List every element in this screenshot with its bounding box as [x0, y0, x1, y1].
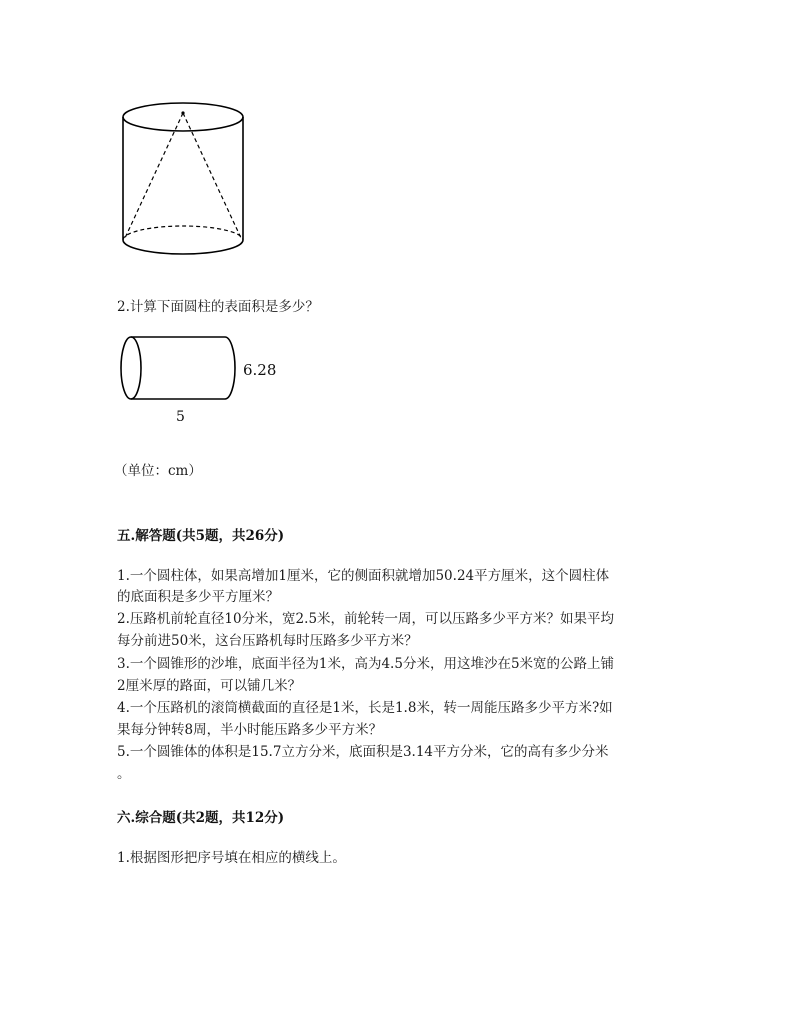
- cylinder-right-end: [225, 337, 235, 399]
- dimension-length-label: 5: [176, 409, 185, 425]
- section-5-line: 。: [117, 766, 131, 782]
- section-5-line: 4.一个压路机的滚筒横截面的直径是1米，长是1.8米，转一周能压路多少平方米?如: [117, 700, 613, 716]
- section-5-line: 的底面积是多少平方厘米？: [117, 589, 279, 605]
- section-5-line: 5.一个圆锥体的体积是15.7立方分米，底面积是3.14平方分米，它的高有多少分米: [117, 744, 609, 760]
- section-5-line: 2厘米厚的路面，可以铺几米？: [117, 678, 302, 694]
- cone-right-edge: [183, 113, 241, 238]
- section-5-heading: 五.解答题(共5题，共26分): [117, 528, 285, 544]
- question-2-text: 2.计算下面圆柱的表面积是多少？: [117, 299, 319, 315]
- section-5-line: 2.压路机前轮直径10分米，宽2.5米，前轮转一周，可以压路多少平方米？如果平均: [117, 611, 615, 627]
- section-5-line: 每分前进50米，这台压路机每时压路多少平方米？: [117, 633, 418, 649]
- cylinder-left-end: [121, 337, 141, 399]
- dimension-height-label: 6.28: [243, 361, 277, 379]
- section-5-line: 果每分钟转8周，半小时能压路多少平方米？: [117, 722, 383, 738]
- section-6-question-1: 1.根据图形把序号填在相应的横线上。: [117, 850, 346, 866]
- horizontal-cylinder-figure: [115, 332, 285, 427]
- section-5-line: 1.一个圆柱体，如果高增加1厘米，它的侧面积就增加50.24平方厘米，这个圆柱体: [117, 568, 610, 584]
- cylinder-cone-figure: [110, 95, 260, 265]
- section-5-line: 3.一个圆锥形的沙堆，底面半径为1米，高为4.5分米，用这堆沙在5米宽的公路上铺: [117, 656, 615, 672]
- section-6-heading: 六.综合题(共2题，共12分): [117, 810, 285, 826]
- cone-left-edge: [125, 113, 183, 238]
- cylinder-bottom-back: [123, 226, 243, 240]
- cylinder-bottom-front: [123, 240, 243, 254]
- cone-apex: [181, 111, 184, 114]
- cylinder-top-ellipse: [123, 103, 243, 131]
- unit-note: （单位：cm）: [114, 463, 202, 479]
